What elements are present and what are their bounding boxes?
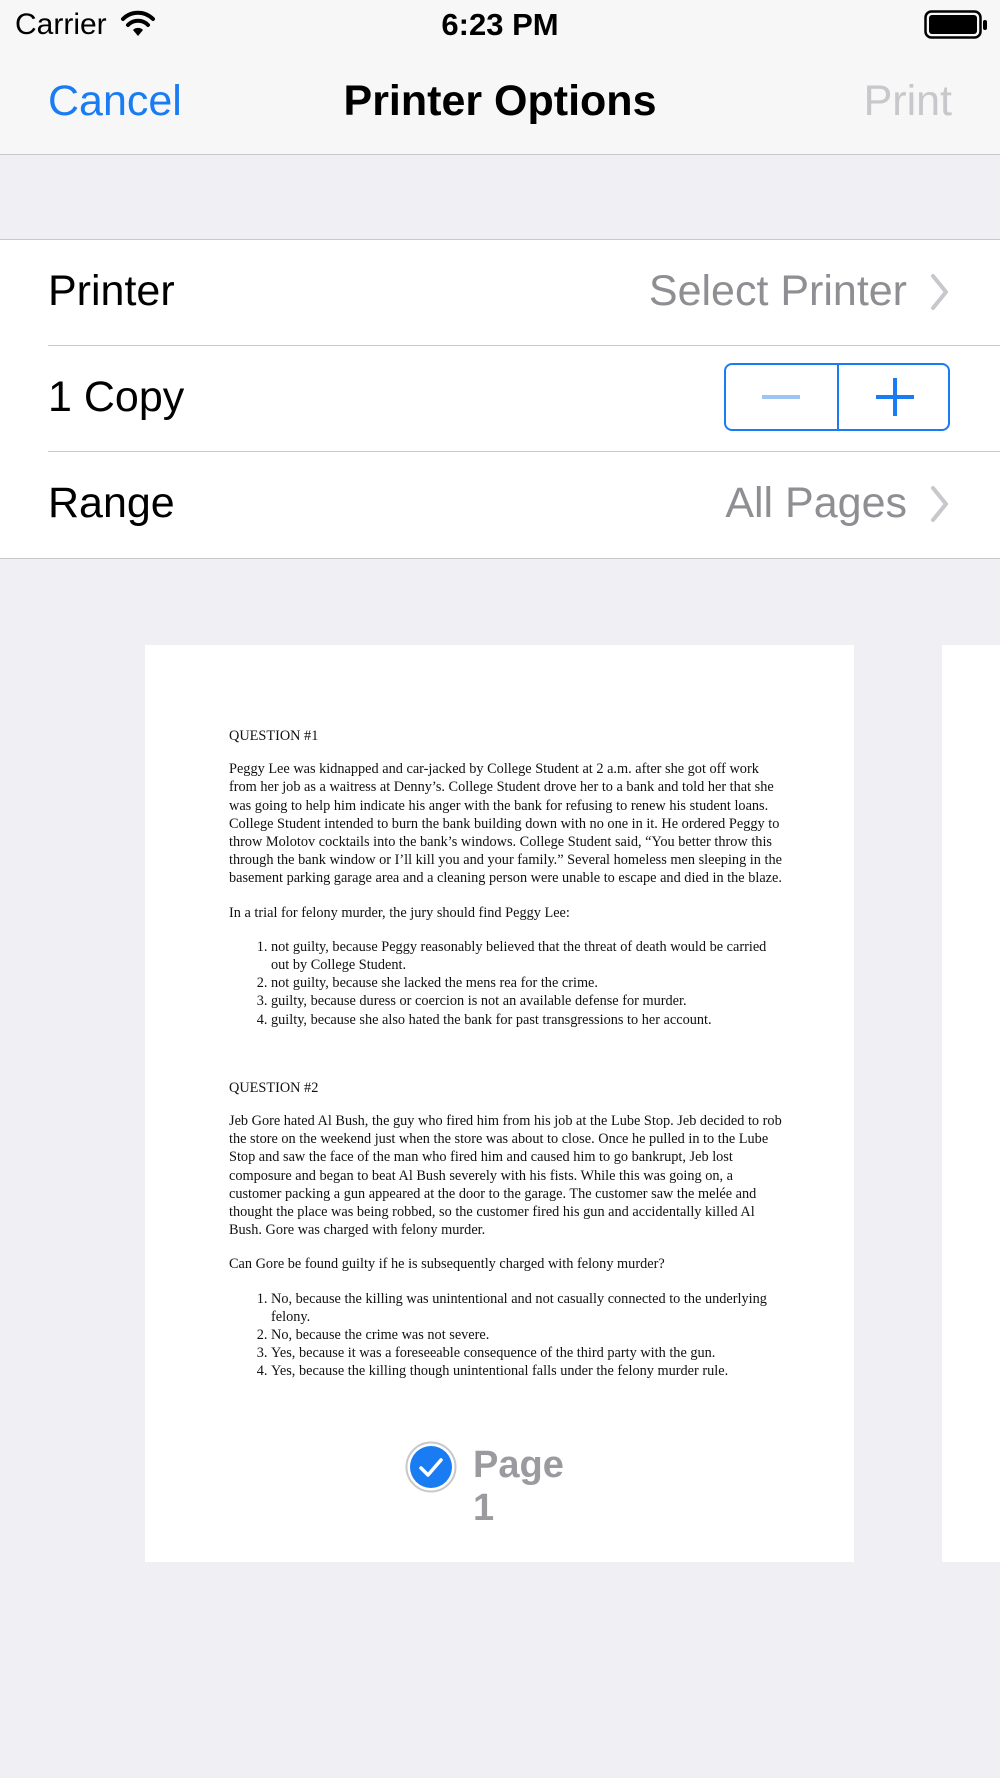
list-item: 2. No, because the crime was not severe.	[271, 1326, 784, 1344]
copies-stepper	[724, 363, 950, 431]
document-content	[229, 727, 784, 1397]
question-1-heading: QUESTION #1	[229, 728, 319, 744]
range-row[interactable]	[0, 452, 1000, 558]
question-2-prompt: Can Gore be found guilty if he is subsequently charged with felony murder?	[229, 1256, 665, 1273]
range-label: Range	[48, 479, 175, 527]
page-number-label: Page 1	[473, 1444, 564, 1529]
list-item: 4. Yes, because the killing though unintentional falls under the felony murder rule.	[271, 1362, 784, 1380]
increment-copies-button[interactable]	[839, 365, 950, 429]
list-item: 4. guilty, because she also hated the bank for past transgressions to her account.	[271, 1011, 784, 1029]
list-item: 1. No, because the killing was unintentional and not casually connected to the underlying felony.	[271, 1290, 784, 1326]
question-1-prompt: In a trial for felony murder, the jury should find Peggy Lee:	[229, 904, 570, 921]
carrier-name: Carrier	[15, 8, 107, 41]
question-1-options	[229, 938, 784, 1029]
decrement-copies-button[interactable]	[726, 365, 837, 429]
question-1-body: Peggy Lee was kidnapped and car-jacked by College Student at 2 a.m. after she got off work from her job as a waitress at Denny’s. College Student drove her to a bank and told her that she was going to help him indicate his anger with the bank for refusing to renew his student loans. College Student intended to burn the bank building down with no one in it. He ordered Peggy to throw Molotov cocktails into the bank’s windows. College Student said, “You better throw this through the bank window or I’ll kill you and your family.” Several homeless men sleeping in the basement parking garage area and a cleaning person were unable to escape and died in the blaze.	[229, 761, 782, 887]
question-2-heading: QUESTION #2	[229, 1079, 319, 1096]
list-item: 1. not guilty, because Peggy reasonably believed that the threat of death would be carried out by College Student.	[271, 938, 784, 974]
list-item: 2. not guilty, because she lacked the mens rea for the crime.	[271, 974, 784, 992]
copies-label: 1 Copy	[48, 373, 185, 421]
status-bar	[0, 0, 1000, 50]
printer-row[interactable]	[0, 240, 1000, 346]
question-2-body: Jeb Gore hated Al Bush, the guy who fired him from his job at the Lube Stop. Jeb decided to rob the store on the weekend just when the store was about to close. Once he pulled in to the Lube Stop and saw the face of the man who fired him and caused him to go bankrupt, Jeb lost composure and began to beat Al Bush severely with his fists. While this was going on, a customer packing a gun appeared at the door to the garage. The customer saw the melée and thought the place was being robbed, so the customer fired his gun and accidentally killed Al Bush. Gore was charged with felony murder.	[229, 1113, 782, 1239]
checkmark-circle-icon	[405, 1441, 457, 1493]
navigation-bar	[0, 50, 1000, 155]
printer-label: Printer	[48, 267, 175, 315]
chevron-right-icon	[930, 485, 950, 523]
battery-icon	[924, 10, 988, 40]
page-selection-badge[interactable]	[405, 1437, 595, 1529]
next-page-preview[interactable]	[942, 645, 1000, 1562]
question-2-options	[229, 1290, 784, 1381]
status-time: 6:23 PM	[441, 7, 559, 42]
copies-row	[0, 346, 1000, 452]
page-preview[interactable]	[145, 645, 854, 1562]
list-item: 3. Yes, because it was a foreseeable consequence of the third party with the gun.	[271, 1344, 784, 1362]
range-value: All Pages	[725, 479, 907, 527]
minus-icon	[762, 395, 800, 399]
list-item: 3. guilty, because duress or coercion is not an available defense for murder.	[271, 992, 784, 1010]
cancel-button[interactable]: Cancel	[48, 77, 182, 125]
printer-value: Select Printer	[648, 267, 907, 315]
print-preview-area[interactable]	[0, 558, 1000, 1778]
chevron-right-icon	[930, 273, 950, 311]
page-title: Printer Options	[343, 77, 657, 125]
printer-options-list	[0, 239, 1000, 559]
print-button[interactable]: Print	[863, 77, 952, 125]
